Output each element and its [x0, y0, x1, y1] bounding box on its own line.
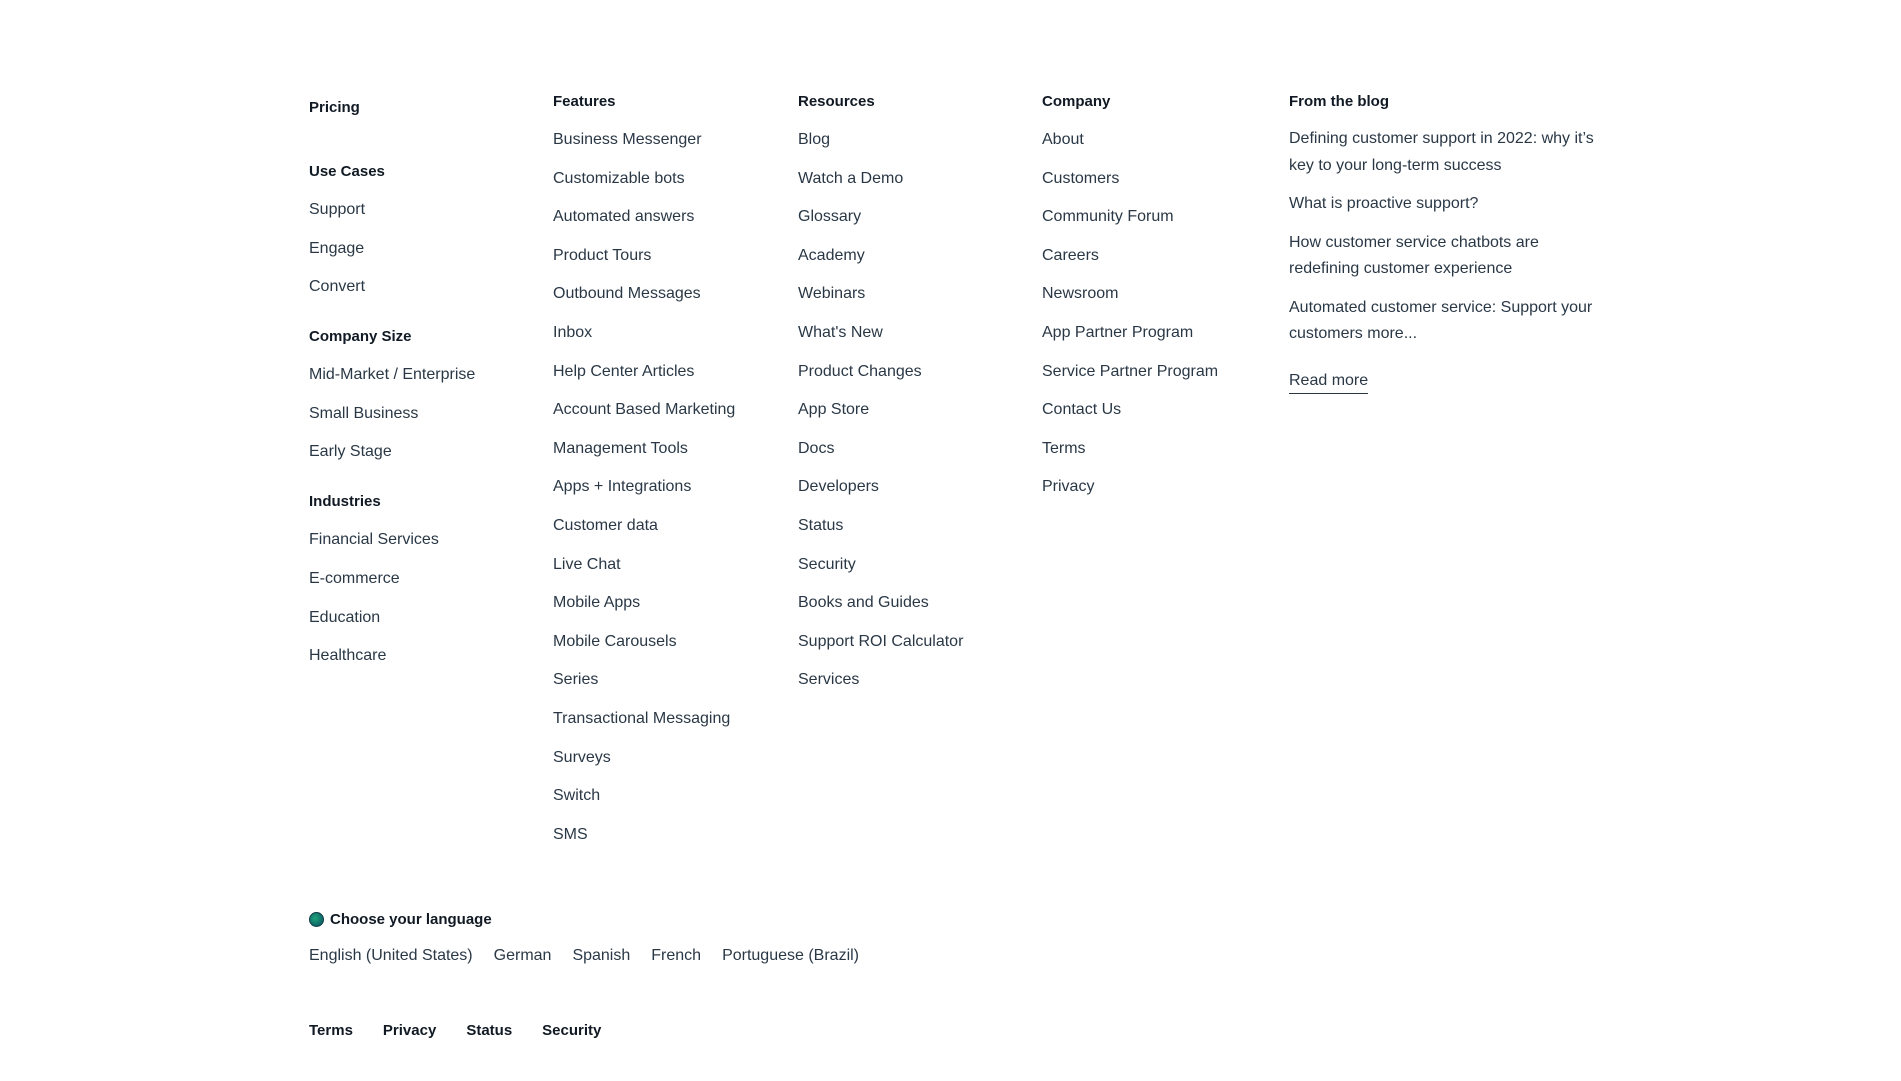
resource-link[interactable]: Docs [798, 439, 835, 457]
legal-link-terms[interactable]: Terms [309, 1022, 353, 1039]
legal-links [309, 1021, 631, 1041]
company-link[interactable]: Newsroom [1042, 285, 1119, 303]
company-link[interactable]: Service Partner Program [1042, 362, 1219, 380]
features-heading: Features [553, 93, 616, 110]
resource-link[interactable]: Support ROI Calculator [798, 632, 964, 650]
legal-link-status[interactable]: Status [466, 1022, 513, 1039]
feature-link[interactable]: Help Center Articles [553, 362, 695, 380]
feature-link[interactable]: Mobile Apps [553, 594, 641, 612]
feature-link[interactable]: Live Chat [553, 555, 621, 573]
resources-list [798, 129, 1038, 690]
resource-link[interactable]: Services [798, 671, 860, 689]
feature-link[interactable]: Series [553, 671, 599, 689]
feature-link[interactable]: Account Based Marketing [553, 401, 736, 419]
company-size-link-early-stage[interactable]: Early Stage [309, 443, 392, 461]
legal-link-security[interactable]: Security [542, 1022, 602, 1039]
industry-link-financial-services[interactable]: Financial Services [309, 531, 439, 549]
company-heading: Company [1042, 93, 1111, 110]
site-footer [309, 0, 1609, 1081]
industries-heading: Industries [309, 493, 381, 511]
feature-link[interactable]: Switch [553, 787, 601, 805]
resource-link[interactable]: Status [798, 516, 844, 534]
language-heading-row [309, 909, 880, 929]
language-chooser [309, 909, 880, 966]
company-link[interactable]: App Partner Program [1042, 323, 1194, 341]
blog-heading: From the blog [1289, 93, 1389, 110]
use-case-link-support[interactable]: Support [309, 201, 366, 218]
company-size-link-enterprise[interactable]: Mid-Market / Enterprise [309, 366, 476, 384]
features-list [553, 129, 793, 845]
company-size-link-small-business[interactable]: Small Business [309, 404, 419, 422]
pricing-group [309, 98, 549, 118]
company-link[interactable]: Privacy [1042, 478, 1095, 496]
resource-link[interactable]: What's New [798, 323, 883, 341]
language-option-english[interactable]: English (United States) [309, 947, 473, 964]
feature-link[interactable]: Customer data [553, 516, 658, 534]
feature-link[interactable]: Automated answers [553, 208, 695, 226]
feature-link[interactable]: Outbound Messages [553, 285, 701, 303]
resource-link[interactable]: Books and Guides [798, 594, 929, 612]
use-cases-group [309, 162, 549, 297]
feature-link[interactable]: Business Messenger [553, 131, 702, 148]
use-cases-heading: Use Cases [309, 163, 385, 180]
company-link[interactable]: About [1042, 131, 1084, 148]
resource-link[interactable]: App Store [798, 401, 870, 419]
industries-group [309, 492, 549, 666]
language-option-german[interactable]: German [493, 947, 552, 964]
language-option-portuguese[interactable]: Portuguese (Brazil) [722, 947, 860, 964]
blog-post-link[interactable]: How customer service chatbots are redefining customer experience [1289, 233, 1539, 277]
feature-link[interactable]: Inbox [553, 323, 593, 341]
feature-link[interactable]: Surveys [553, 748, 611, 766]
feature-link[interactable]: Mobile Carousels [553, 632, 677, 650]
feature-link[interactable]: SMS [553, 825, 588, 843]
feature-link[interactable]: Management Tools [553, 439, 688, 457]
resource-link[interactable]: Security [798, 555, 856, 573]
footer-column-blog [1289, 92, 1609, 394]
read-more-link[interactable]: Read more [1289, 370, 1368, 394]
footer-column-features [553, 92, 793, 862]
blog-post-list [1289, 126, 1609, 348]
company-link[interactable]: Contact Us [1042, 401, 1122, 419]
footer-column-company [1042, 92, 1282, 515]
resource-link[interactable]: Blog [798, 131, 831, 148]
globe-icon [309, 912, 324, 927]
feature-link[interactable]: Apps + Integrations [553, 478, 692, 496]
company-link[interactable]: Customers [1042, 169, 1120, 187]
resource-link[interactable]: Webinars [798, 285, 866, 303]
industry-link-healthcare[interactable]: Healthcare [309, 647, 387, 665]
footer-column-solutions [309, 92, 549, 696]
company-size-heading: Company Size [309, 328, 412, 346]
use-case-link-engage[interactable]: Engage [309, 239, 365, 257]
resource-link[interactable]: Glossary [798, 208, 862, 226]
resource-link[interactable]: Product Changes [798, 362, 922, 380]
blog-post-link[interactable]: What is proactive support? [1289, 195, 1479, 212]
company-list [1042, 129, 1282, 497]
resources-heading: Resources [798, 93, 875, 110]
company-link[interactable]: Terms [1042, 439, 1086, 457]
use-case-link-convert[interactable]: Convert [309, 278, 366, 296]
blog-post-link[interactable]: Defining customer support in 2022: why it’s key to your long-term success [1289, 130, 1594, 174]
language-option-french[interactable]: French [651, 947, 702, 964]
feature-link[interactable]: Transactional Messaging [553, 709, 731, 727]
language-options [309, 945, 880, 966]
company-link[interactable]: Community Forum [1042, 208, 1174, 226]
industry-link-ecommerce[interactable]: E-commerce [309, 569, 400, 587]
footer-column-resources [798, 92, 1038, 708]
company-link[interactable]: Careers [1042, 246, 1099, 264]
feature-link[interactable]: Customizable bots [553, 169, 685, 187]
resource-link[interactable]: Academy [798, 246, 865, 264]
resource-link[interactable]: Developers [798, 478, 879, 496]
blog-post-link[interactable]: Automated customer service: Support your customers more... [1289, 298, 1593, 342]
industry-link-education[interactable]: Education [309, 608, 381, 626]
legal-link-privacy[interactable]: Privacy [382, 1022, 437, 1039]
language-heading: Choose your language [330, 910, 492, 928]
feature-link[interactable]: Product Tours [553, 246, 652, 264]
company-size-group [309, 327, 549, 462]
language-option-spanish[interactable]: Spanish [572, 947, 631, 964]
pricing-link[interactable]: Pricing [309, 99, 360, 116]
resource-link[interactable]: Watch a Demo [798, 169, 904, 187]
